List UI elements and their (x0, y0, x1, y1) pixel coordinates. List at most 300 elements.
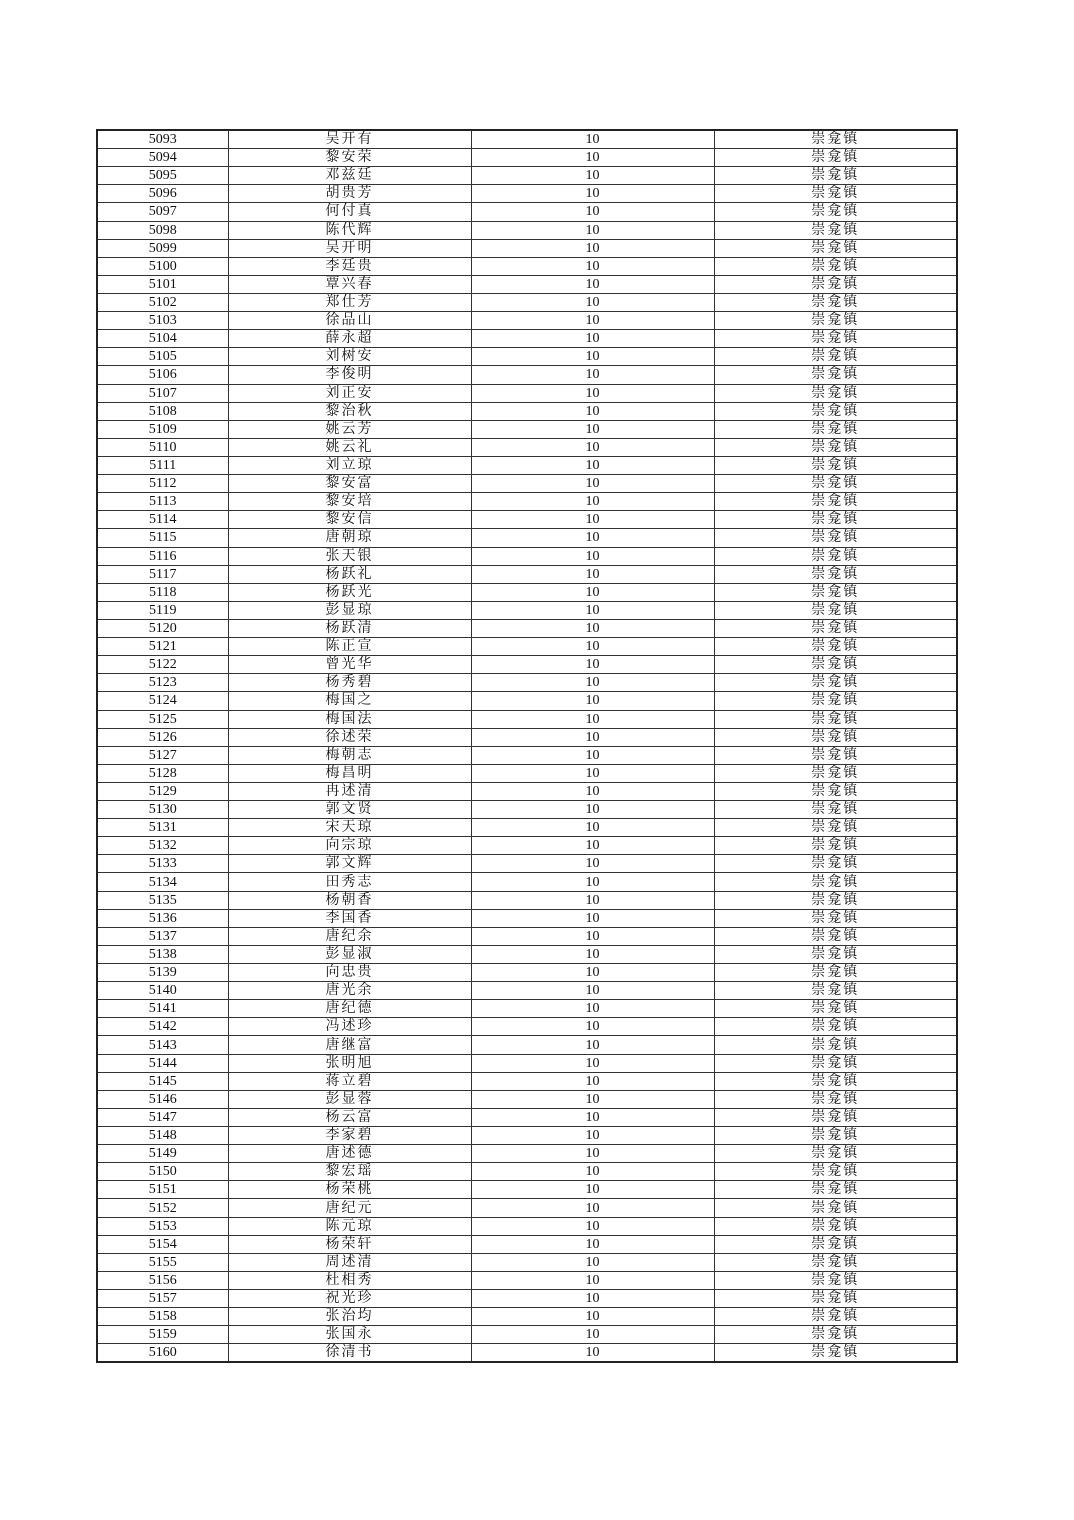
row-number-cell: 5153 (97, 1217, 228, 1235)
table-row (97, 475, 957, 493)
amount-cell: 10 (471, 1308, 714, 1326)
amount-cell: 10 (471, 1290, 714, 1308)
table-row (97, 257, 957, 275)
amount-cell: 10 (471, 167, 714, 185)
amount-cell: 10 (471, 1163, 714, 1181)
table-row (97, 927, 957, 945)
town-cell: 崇龛镇 (714, 130, 957, 149)
row-number-cell: 5100 (97, 257, 228, 275)
town-cell: 崇龛镇 (714, 1235, 957, 1253)
table-row (97, 891, 957, 909)
table-row (97, 275, 957, 293)
town-cell: 崇龛镇 (714, 891, 957, 909)
name-cell: 彭显蓉 (228, 1090, 471, 1108)
row-number-cell: 5122 (97, 656, 228, 674)
name-cell: 杨云富 (228, 1108, 471, 1126)
town-cell: 崇龛镇 (714, 1344, 957, 1363)
town-cell: 崇龛镇 (714, 456, 957, 474)
row-number-cell: 5115 (97, 529, 228, 547)
amount-cell: 10 (471, 982, 714, 1000)
table-row (97, 1054, 957, 1072)
name-cell: 李国香 (228, 909, 471, 927)
town-cell: 崇龛镇 (714, 873, 957, 891)
town-cell: 崇龛镇 (714, 728, 957, 746)
name-cell: 郑仕芳 (228, 293, 471, 311)
table-row (97, 1326, 957, 1344)
town-cell: 崇龛镇 (714, 583, 957, 601)
name-cell: 冉述清 (228, 782, 471, 800)
amount-cell: 10 (471, 1199, 714, 1217)
amount-cell: 10 (471, 891, 714, 909)
table-row (97, 837, 957, 855)
table-row (97, 782, 957, 800)
table-row (97, 493, 957, 511)
name-cell: 黎宏瑶 (228, 1163, 471, 1181)
name-cell: 唐光余 (228, 982, 471, 1000)
row-number-cell: 5111 (97, 456, 228, 474)
name-cell: 彭显琼 (228, 601, 471, 619)
table-row (97, 1181, 957, 1199)
amount-cell: 10 (471, 619, 714, 637)
table-row (97, 1235, 957, 1253)
amount-cell: 10 (471, 1271, 714, 1289)
table-row (97, 1271, 957, 1289)
row-number-cell: 5114 (97, 511, 228, 529)
town-cell: 崇龛镇 (714, 1108, 957, 1126)
row-number-cell: 5118 (97, 583, 228, 601)
town-cell: 崇龛镇 (714, 1018, 957, 1036)
town-cell: 崇龛镇 (714, 674, 957, 692)
amount-cell: 10 (471, 420, 714, 438)
table-row (97, 1253, 957, 1271)
row-number-cell: 5116 (97, 547, 228, 565)
row-number-cell: 5142 (97, 1018, 228, 1036)
amount-cell: 10 (471, 130, 714, 149)
name-cell: 徐清书 (228, 1344, 471, 1363)
name-cell: 徐品山 (228, 312, 471, 330)
amount-cell: 10 (471, 312, 714, 330)
name-cell: 杜相秀 (228, 1271, 471, 1289)
name-cell: 刘立琼 (228, 456, 471, 474)
amount-cell: 10 (471, 1018, 714, 1036)
amount-cell: 10 (471, 1127, 714, 1145)
row-number-cell: 5103 (97, 312, 228, 330)
row-number-cell: 5125 (97, 710, 228, 728)
table-row (97, 239, 957, 257)
row-number-cell: 5144 (97, 1054, 228, 1072)
name-cell: 吴开明 (228, 239, 471, 257)
table-row (97, 511, 957, 529)
amount-cell: 10 (471, 692, 714, 710)
table-row (97, 348, 957, 366)
row-number-cell: 5119 (97, 601, 228, 619)
table-row (97, 130, 957, 149)
name-cell: 田秀志 (228, 873, 471, 891)
town-cell: 崇龛镇 (714, 764, 957, 782)
amount-cell: 10 (471, 1000, 714, 1018)
town-cell: 崇龛镇 (714, 1036, 957, 1054)
amount-cell: 10 (471, 1072, 714, 1090)
row-number-cell: 5132 (97, 837, 228, 855)
name-cell: 李俊明 (228, 366, 471, 384)
name-cell: 杨荣桃 (228, 1181, 471, 1199)
town-cell: 崇龛镇 (714, 1217, 957, 1235)
table-row (97, 746, 957, 764)
table-row (97, 964, 957, 982)
table-row (97, 945, 957, 963)
name-cell: 姚云芳 (228, 420, 471, 438)
row-number-cell: 5113 (97, 493, 228, 511)
town-cell: 崇龛镇 (714, 782, 957, 800)
amount-cell: 10 (471, 149, 714, 167)
table-row (97, 203, 957, 221)
name-cell: 唐继富 (228, 1036, 471, 1054)
table-row (97, 819, 957, 837)
town-cell: 崇龛镇 (714, 402, 957, 420)
name-cell: 李廷贵 (228, 257, 471, 275)
row-number-cell: 5096 (97, 185, 228, 203)
town-cell: 崇龛镇 (714, 1145, 957, 1163)
amount-cell: 10 (471, 945, 714, 963)
name-cell: 唐纪德 (228, 1000, 471, 1018)
name-cell: 向忠贵 (228, 964, 471, 982)
name-cell: 杨跃光 (228, 583, 471, 601)
name-cell: 梅国之 (228, 692, 471, 710)
town-cell: 崇龛镇 (714, 909, 957, 927)
row-number-cell: 5150 (97, 1163, 228, 1181)
table-row (97, 420, 957, 438)
town-cell: 崇龛镇 (714, 1199, 957, 1217)
name-cell: 张明旭 (228, 1054, 471, 1072)
row-number-cell: 5138 (97, 945, 228, 963)
table-row (97, 1090, 957, 1108)
row-number-cell: 5147 (97, 1108, 228, 1126)
town-cell: 崇龛镇 (714, 1072, 957, 1090)
name-cell: 蒋立碧 (228, 1072, 471, 1090)
town-cell: 崇龛镇 (714, 1181, 957, 1199)
row-number-cell: 5159 (97, 1326, 228, 1344)
amount-cell: 10 (471, 384, 714, 402)
row-number-cell: 5109 (97, 420, 228, 438)
name-cell: 覃兴春 (228, 275, 471, 293)
row-number-cell: 5154 (97, 1235, 228, 1253)
amount-cell: 10 (471, 873, 714, 891)
town-cell: 崇龛镇 (714, 511, 957, 529)
amount-cell: 10 (471, 456, 714, 474)
name-cell: 曾光华 (228, 656, 471, 674)
name-cell: 何付真 (228, 203, 471, 221)
town-cell: 崇龛镇 (714, 221, 957, 239)
table-row (97, 1199, 957, 1217)
row-number-cell: 5129 (97, 782, 228, 800)
table-row (97, 1308, 957, 1326)
amount-cell: 10 (471, 837, 714, 855)
table-row (97, 293, 957, 311)
town-cell: 崇龛镇 (714, 547, 957, 565)
table-row (97, 438, 957, 456)
row-number-cell: 5140 (97, 982, 228, 1000)
table-row (97, 692, 957, 710)
town-cell: 崇龛镇 (714, 855, 957, 873)
amount-cell: 10 (471, 1253, 714, 1271)
amount-cell: 10 (471, 638, 714, 656)
town-cell: 崇龛镇 (714, 275, 957, 293)
row-number-cell: 5107 (97, 384, 228, 402)
town-cell: 崇龛镇 (714, 493, 957, 511)
table-row (97, 565, 957, 583)
amount-cell: 10 (471, 185, 714, 203)
town-cell: 崇龛镇 (714, 565, 957, 583)
row-number-cell: 5136 (97, 909, 228, 927)
amount-cell: 10 (471, 493, 714, 511)
name-cell: 梅昌明 (228, 764, 471, 782)
name-cell: 唐述德 (228, 1145, 471, 1163)
row-number-cell: 5148 (97, 1127, 228, 1145)
amount-cell: 10 (471, 1181, 714, 1199)
table-row (97, 583, 957, 601)
town-cell: 崇龛镇 (714, 203, 957, 221)
name-cell: 黎安荣 (228, 149, 471, 167)
amount-cell: 10 (471, 366, 714, 384)
town-cell: 崇龛镇 (714, 1308, 957, 1326)
amount-cell: 10 (471, 1145, 714, 1163)
amount-cell: 10 (471, 764, 714, 782)
table-row (97, 710, 957, 728)
name-cell: 黎治秋 (228, 402, 471, 420)
name-cell: 梅朝志 (228, 746, 471, 764)
row-number-cell: 5158 (97, 1308, 228, 1326)
amount-cell: 10 (471, 927, 714, 945)
amount-cell: 10 (471, 293, 714, 311)
amount-cell: 10 (471, 801, 714, 819)
amount-cell: 10 (471, 1235, 714, 1253)
name-cell: 周述清 (228, 1253, 471, 1271)
amount-cell: 10 (471, 746, 714, 764)
amount-cell: 10 (471, 1108, 714, 1126)
name-cell: 陈代辉 (228, 221, 471, 239)
amount-cell: 10 (471, 1217, 714, 1235)
row-number-cell: 5097 (97, 203, 228, 221)
amount-cell: 10 (471, 1036, 714, 1054)
name-cell: 宋天琼 (228, 819, 471, 837)
table-row (97, 1127, 957, 1145)
table-row (97, 909, 957, 927)
town-cell: 崇龛镇 (714, 1090, 957, 1108)
row-number-cell: 5152 (97, 1199, 228, 1217)
amount-cell: 10 (471, 565, 714, 583)
table-row (97, 1290, 957, 1308)
town-cell: 崇龛镇 (714, 475, 957, 493)
amount-cell: 10 (471, 1344, 714, 1363)
row-number-cell: 5143 (97, 1036, 228, 1054)
amount-cell: 10 (471, 529, 714, 547)
row-number-cell: 5155 (97, 1253, 228, 1271)
name-cell: 吴开有 (228, 130, 471, 149)
town-cell: 崇龛镇 (714, 239, 957, 257)
town-cell: 崇龛镇 (714, 167, 957, 185)
town-cell: 崇龛镇 (714, 1054, 957, 1072)
amount-cell: 10 (471, 348, 714, 366)
amount-cell: 10 (471, 257, 714, 275)
table-row (97, 312, 957, 330)
amount-cell: 10 (471, 728, 714, 746)
table-row (97, 728, 957, 746)
table-row (97, 1145, 957, 1163)
row-number-cell: 5135 (97, 891, 228, 909)
row-number-cell: 5105 (97, 348, 228, 366)
table-row (97, 221, 957, 239)
amount-cell: 10 (471, 855, 714, 873)
row-number-cell: 5101 (97, 275, 228, 293)
name-cell: 张治均 (228, 1308, 471, 1326)
town-cell: 崇龛镇 (714, 1000, 957, 1018)
row-number-cell: 5157 (97, 1290, 228, 1308)
name-cell: 黎安富 (228, 475, 471, 493)
table-row (97, 873, 957, 891)
name-cell: 杨跃礼 (228, 565, 471, 583)
town-cell: 崇龛镇 (714, 964, 957, 982)
table-row (97, 1344, 957, 1363)
amount-cell: 10 (471, 964, 714, 982)
amount-cell: 10 (471, 674, 714, 692)
amount-cell: 10 (471, 221, 714, 239)
name-cell: 祝光珍 (228, 1290, 471, 1308)
name-cell: 李家碧 (228, 1127, 471, 1145)
table-row (97, 1217, 957, 1235)
amount-cell: 10 (471, 547, 714, 565)
amount-cell: 10 (471, 511, 714, 529)
table-row (97, 185, 957, 203)
row-number-cell: 5127 (97, 746, 228, 764)
row-number-cell: 5149 (97, 1145, 228, 1163)
amount-cell: 10 (471, 782, 714, 800)
town-cell: 崇龛镇 (714, 1127, 957, 1145)
table-row (97, 1163, 957, 1181)
row-number-cell: 5098 (97, 221, 228, 239)
town-cell: 崇龛镇 (714, 438, 957, 456)
town-cell: 崇龛镇 (714, 819, 957, 837)
row-number-cell: 5146 (97, 1090, 228, 1108)
name-cell: 杨跃清 (228, 619, 471, 637)
amount-cell: 10 (471, 656, 714, 674)
row-number-cell: 5117 (97, 565, 228, 583)
amount-cell: 10 (471, 203, 714, 221)
row-number-cell: 5123 (97, 674, 228, 692)
town-cell: 崇龛镇 (714, 619, 957, 637)
row-number-cell: 5145 (97, 1072, 228, 1090)
table-row (97, 855, 957, 873)
row-number-cell: 5110 (97, 438, 228, 456)
town-cell: 崇龛镇 (714, 710, 957, 728)
name-cell: 邓兹廷 (228, 167, 471, 185)
row-number-cell: 5130 (97, 801, 228, 819)
row-number-cell: 5151 (97, 1181, 228, 1199)
town-cell: 崇龛镇 (714, 945, 957, 963)
name-cell: 胡贵芳 (228, 185, 471, 203)
row-number-cell: 5131 (97, 819, 228, 837)
row-number-cell: 5093 (97, 130, 228, 149)
table-row (97, 1018, 957, 1036)
table-row (97, 547, 957, 565)
name-cell: 梅国法 (228, 710, 471, 728)
name-cell: 唐纪余 (228, 927, 471, 945)
town-cell: 崇龛镇 (714, 656, 957, 674)
name-cell: 郭文辉 (228, 855, 471, 873)
town-cell: 崇龛镇 (714, 982, 957, 1000)
row-number-cell: 5128 (97, 764, 228, 782)
amount-cell: 10 (471, 583, 714, 601)
amount-cell: 10 (471, 1090, 714, 1108)
table-row (97, 330, 957, 348)
name-cell: 冯述珍 (228, 1018, 471, 1036)
name-cell: 黎安培 (228, 493, 471, 511)
table-row (97, 384, 957, 402)
table-body (97, 130, 957, 1362)
amount-cell: 10 (471, 909, 714, 927)
town-cell: 崇龛镇 (714, 1326, 957, 1344)
amount-cell: 10 (471, 239, 714, 257)
name-cell: 唐朝琼 (228, 529, 471, 547)
name-cell: 薛永超 (228, 330, 471, 348)
table-row (97, 656, 957, 674)
town-cell: 崇龛镇 (714, 366, 957, 384)
table-row (97, 149, 957, 167)
amount-cell: 10 (471, 275, 714, 293)
table-row (97, 1072, 957, 1090)
row-number-cell: 5133 (97, 855, 228, 873)
town-cell: 崇龛镇 (714, 601, 957, 619)
town-cell: 崇龛镇 (714, 420, 957, 438)
row-number-cell: 5137 (97, 927, 228, 945)
table-row (97, 529, 957, 547)
row-number-cell: 5124 (97, 692, 228, 710)
name-cell: 彭显淑 (228, 945, 471, 963)
amount-cell: 10 (471, 710, 714, 728)
name-cell: 刘树安 (228, 348, 471, 366)
name-cell: 唐纪元 (228, 1199, 471, 1217)
row-number-cell: 5156 (97, 1271, 228, 1289)
name-cell: 姚云礼 (228, 438, 471, 456)
amount-cell: 10 (471, 1054, 714, 1072)
data-table (96, 129, 958, 1363)
table-row (97, 456, 957, 474)
table-row (97, 167, 957, 185)
town-cell: 崇龛镇 (714, 692, 957, 710)
table-row (97, 619, 957, 637)
amount-cell: 10 (471, 402, 714, 420)
town-cell: 崇龛镇 (714, 927, 957, 945)
row-number-cell: 5108 (97, 402, 228, 420)
table-row (97, 982, 957, 1000)
town-cell: 崇龛镇 (714, 293, 957, 311)
town-cell: 崇龛镇 (714, 1163, 957, 1181)
town-cell: 崇龛镇 (714, 638, 957, 656)
row-number-cell: 5126 (97, 728, 228, 746)
row-number-cell: 5095 (97, 167, 228, 185)
name-cell: 杨秀碧 (228, 674, 471, 692)
town-cell: 崇龛镇 (714, 1253, 957, 1271)
amount-cell: 10 (471, 819, 714, 837)
table-row (97, 638, 957, 656)
row-number-cell: 5141 (97, 1000, 228, 1018)
town-cell: 崇龛镇 (714, 529, 957, 547)
town-cell: 崇龛镇 (714, 348, 957, 366)
town-cell: 崇龛镇 (714, 801, 957, 819)
table-row (97, 674, 957, 692)
table-row (97, 1000, 957, 1018)
town-cell: 崇龛镇 (714, 1271, 957, 1289)
table-row (97, 601, 957, 619)
